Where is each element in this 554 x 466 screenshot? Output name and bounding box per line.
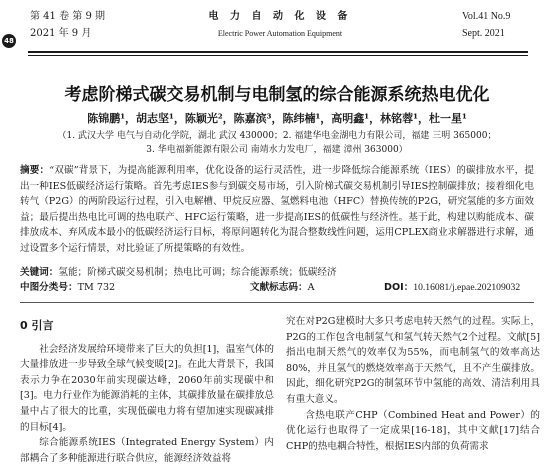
doi: [384, 280, 520, 295]
document-code-label: 文献标志码：: [250, 282, 308, 293]
abstract-label: 摘要：: [20, 165, 50, 176]
page-number-badge: 48: [2, 34, 16, 48]
keywords: [20, 265, 534, 280]
clc-label: 中图分类号：: [20, 282, 78, 293]
header-rule-thick: [28, 51, 528, 53]
header-left: [30, 8, 105, 42]
author-list: 陈锦鹏¹，胡志坚¹，陈颖光²，陈嘉滨³，陈纬楠¹，高明鑫¹，林铭蓉¹，杜一星¹: [87, 112, 467, 125]
affiliation-line-1: （1. 武汉大学 电气与自动化学院，湖北 武汉 430000；2. 福建华电金湖电力有限公司，福建 三明 365000；: [57, 131, 497, 141]
paper-title: 考虑阶梯式碳交易机制与电制氢的综合能源系统热电优化: [64, 85, 490, 105]
body-paragraph: 综合能源系统IES（Integrated Energy System）内部耦合了多种能源进行联合供应，能源经济效益将: [20, 437, 274, 464]
volume-cn: 第 41 卷 第 9 期: [30, 11, 105, 22]
keywords-label: 关键词：: [20, 267, 59, 278]
document-code-value: A: [307, 282, 315, 293]
classification-line: [20, 280, 534, 295]
affiliation-line-2: 3. 华电福新能源有限公司 南靖水力发电厂，福建 漳州 363000）: [146, 145, 408, 155]
keywords-text: 氢能；阶梯式碳交易机制；热电比可调；综合能源系统；低碳经济: [58, 267, 337, 278]
journal-name-en: Electric Power Automation Equipment: [217, 29, 343, 38]
date-cn: 2021 年 9 月: [30, 28, 92, 39]
date-en: Sept. 2021: [462, 28, 505, 39]
header-rule-thin: [28, 55, 528, 56]
header-center: [185, 8, 375, 42]
doi-value: 10.16081/j.epae.202109032: [413, 282, 521, 293]
abstract: [20, 163, 534, 257]
section-heading-introduction: 0 引言: [20, 319, 54, 332]
clc-value: TM 732: [77, 282, 116, 293]
journal-name-cn: 电 力 自 动 化 设 备: [208, 11, 352, 22]
document-code: [250, 280, 315, 295]
body-column-left: [20, 314, 274, 466]
doi-label: DOI：: [384, 282, 414, 293]
body-paragraph: 社会经济发展给环境带来了巨大的负担[1]，温室气体的大量排放进一步导致全球气候变暖[2]。在此大背景下，我国表示力争在2030年前实现碳达峰，2060年前实现碳中和[3]。电力行业作为能源消耗的主体，其碳排放量在碳排放总量中占了很大的比重，实现低碳电力将有望加速实现碳减排的目标[4]。: [20, 343, 274, 433]
abstract-text: “双碳”背景下，为提高能源利用率，优化设备的运行灵活性，进一步降低综合能源系统（IES）的碳排放水平，提出一种IES低碳经济运行策略。首先考虑IES参与到碳交易市场，引入阶梯式碳交易机制引导IES控制碳排放；接着细化电转气（P2G）的两阶段运行过程，引入电解槽、甲烷反应器、氢燃料电池（HFC）替换传统的P2G，研究氢能的多方面效益；最后提出热电比可调的热电联产、HFC运行策略，进一步提高IES的低碳性与经济性。基于此，构建以购能成本、碳排放成本、弃风成本最小的低碳经济运行目标，将原问题转化为混合整数线性问题，运用CPLEX商业求解器进行求解，通过设置多个运行情景，对比验证了所提策略的有效性。: [20, 165, 534, 254]
body-column-right: [286, 314, 540, 454]
body-paragraph: 含热电联产CHP（Combined Heat and Power）的优化运行也取得了一定成果[16-18]，其中文献[17]结合CHP的热电耦合特性，根据IES内部的负荷需求: [286, 409, 540, 452]
journal-header: [0, 0, 554, 52]
body-paragraph: 究在对P2G建模时大多只考虑电转天然气的过程。实际上，P2G的工作包含电制氢气和氢气转天然气2个过程。文献[5]指出电制天然气的效率仅为55%，而电制氢气的效率高达80%，并且氢气的燃烧效率高于天然气，且不产生碳排放。因此，细化研究P2G的制氢环节中氢能的高效、清洁利用具有重大意义。: [286, 316, 540, 405]
clc-number: [20, 280, 115, 295]
section-divider: [20, 302, 534, 303]
header-right: [462, 8, 510, 42]
volume-en: Vol.41 No.9: [462, 11, 511, 22]
